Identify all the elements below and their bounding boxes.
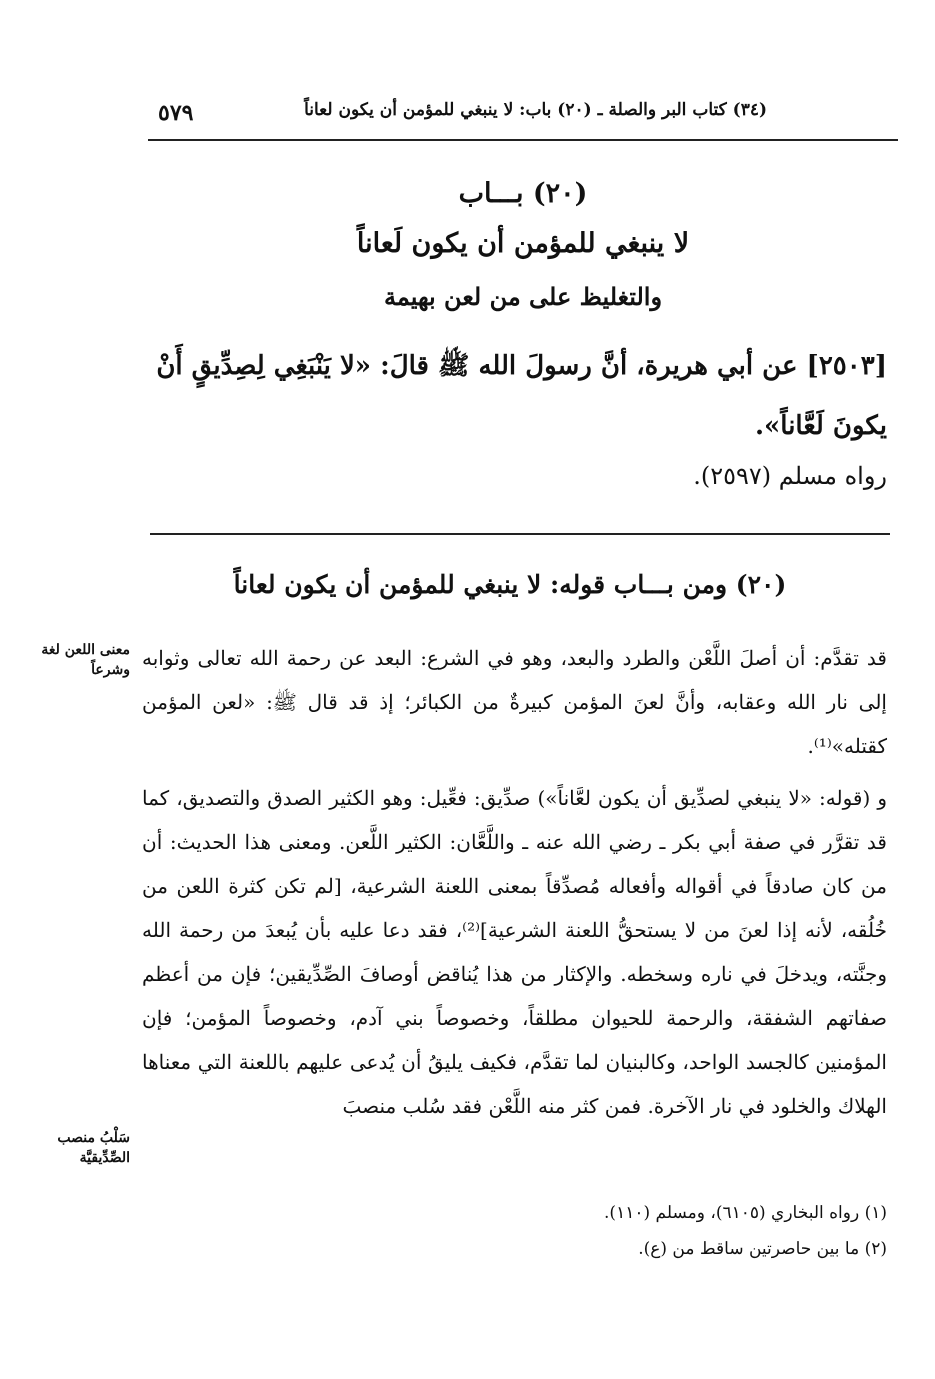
header-divider [148,139,898,141]
commentary-heading: (٢٠) ومن بـــاب قوله: لا ينبغي للمؤمن أن يكون لعاناً [233,570,787,599]
margin-note-loss-of-rank: سَلْبُ منصب الصِّدِّيقيَّة [57,1130,130,1166]
section-divider [150,533,890,535]
hadith-text: [٢٥٠٣] عن أبي هريرة، أنَّ رسولَ الله ﷺ قالَ: «لا يَنْبَغِي لِصِدِّيقٍ أَنْ يكونَ لَعَّاناً». [156,351,887,441]
chapter-label: (٢٠) بـــاب [458,178,588,209]
page-number: ٥٧٩ [158,100,194,126]
margin-note-definition: معنى اللعن لغة وشرعاً [41,642,130,678]
footnote-2: (٢) ما بين حاصرتين ساقط من (ع). [638,1239,887,1259]
chapter-title: لا ينبغي للمؤمن أن يكون لَعاناً [356,228,690,259]
commentary-paragraph-1: قد تقدَّم: أن أصلَ اللَّعْن والطرد والبعد، وهو في الشرع: البعد عن رحمة الله تعالى وثوابه إلى نار الله وعقابه، وأنَّ لعنَ المؤمن كبيرةٌ من الكبائر؛ إذ قد قال ﷺ: «لعن المؤمن كقتله»⁽¹⁾. [142,646,887,758]
running-header: (٣٤) كتاب البر والصلة ـ (٢٠) باب: لا ينبغي للمؤمن أن يكون لعاناً [304,100,767,120]
chapter-subtitle: والتغليظ على من لعن بهيمة [383,282,663,311]
footnote-1: (١) رواه البخاري (٦١٠٥)، ومسلم (١١٠). [604,1203,887,1223]
hadith-source: رواه مسلم (٢٥٩٧). [693,462,887,490]
commentary-paragraph-2: و (قوله: «لا ينبغي لصدِّيق أن يكون لعَّاناً») صدِّيق: فعِّيل: وهو الكثير الصدق والتصديق، كما قد تقرَّر في صفة أبي بكر ـ رضي الله عنه ـ واللَّعَّان: الكثير اللَّعن. ومعنى هذا الحديث: أن من كان صادقاً في أقواله وأفعاله مُصدِّقاً بمعنى اللعنة الشرعية، [لم تكن كثرة اللعن من خُلُقه، لأنه إذا لعنَ من لا يستحقُّ اللعنة الشرعية]⁽²⁾، فقد دعا عليه بأن يُبعدَ من رحمة الله وجنَّته، ويدخلَ في ناره وسخطه. والإكثار من هذا يُناقض أوصافَ الصِّدِّيقين؛ فإن من أعظم صفاتهم الشفقة، والرحمة للحيوان مطلقاً، وخصوصاً بني آدم، وخصوصاً المؤمن؛ فإن المؤمنين كالجسد الواحد، وكالبنيان لما تقدَّم، فكيف يليقُ أن يُدعى عليهم باللعنة التي معناها الهلاك والخلود في نار الآخرة. فمن كثر منه اللَّعْن فقد سُلب منصبَ [142,786,888,1118]
